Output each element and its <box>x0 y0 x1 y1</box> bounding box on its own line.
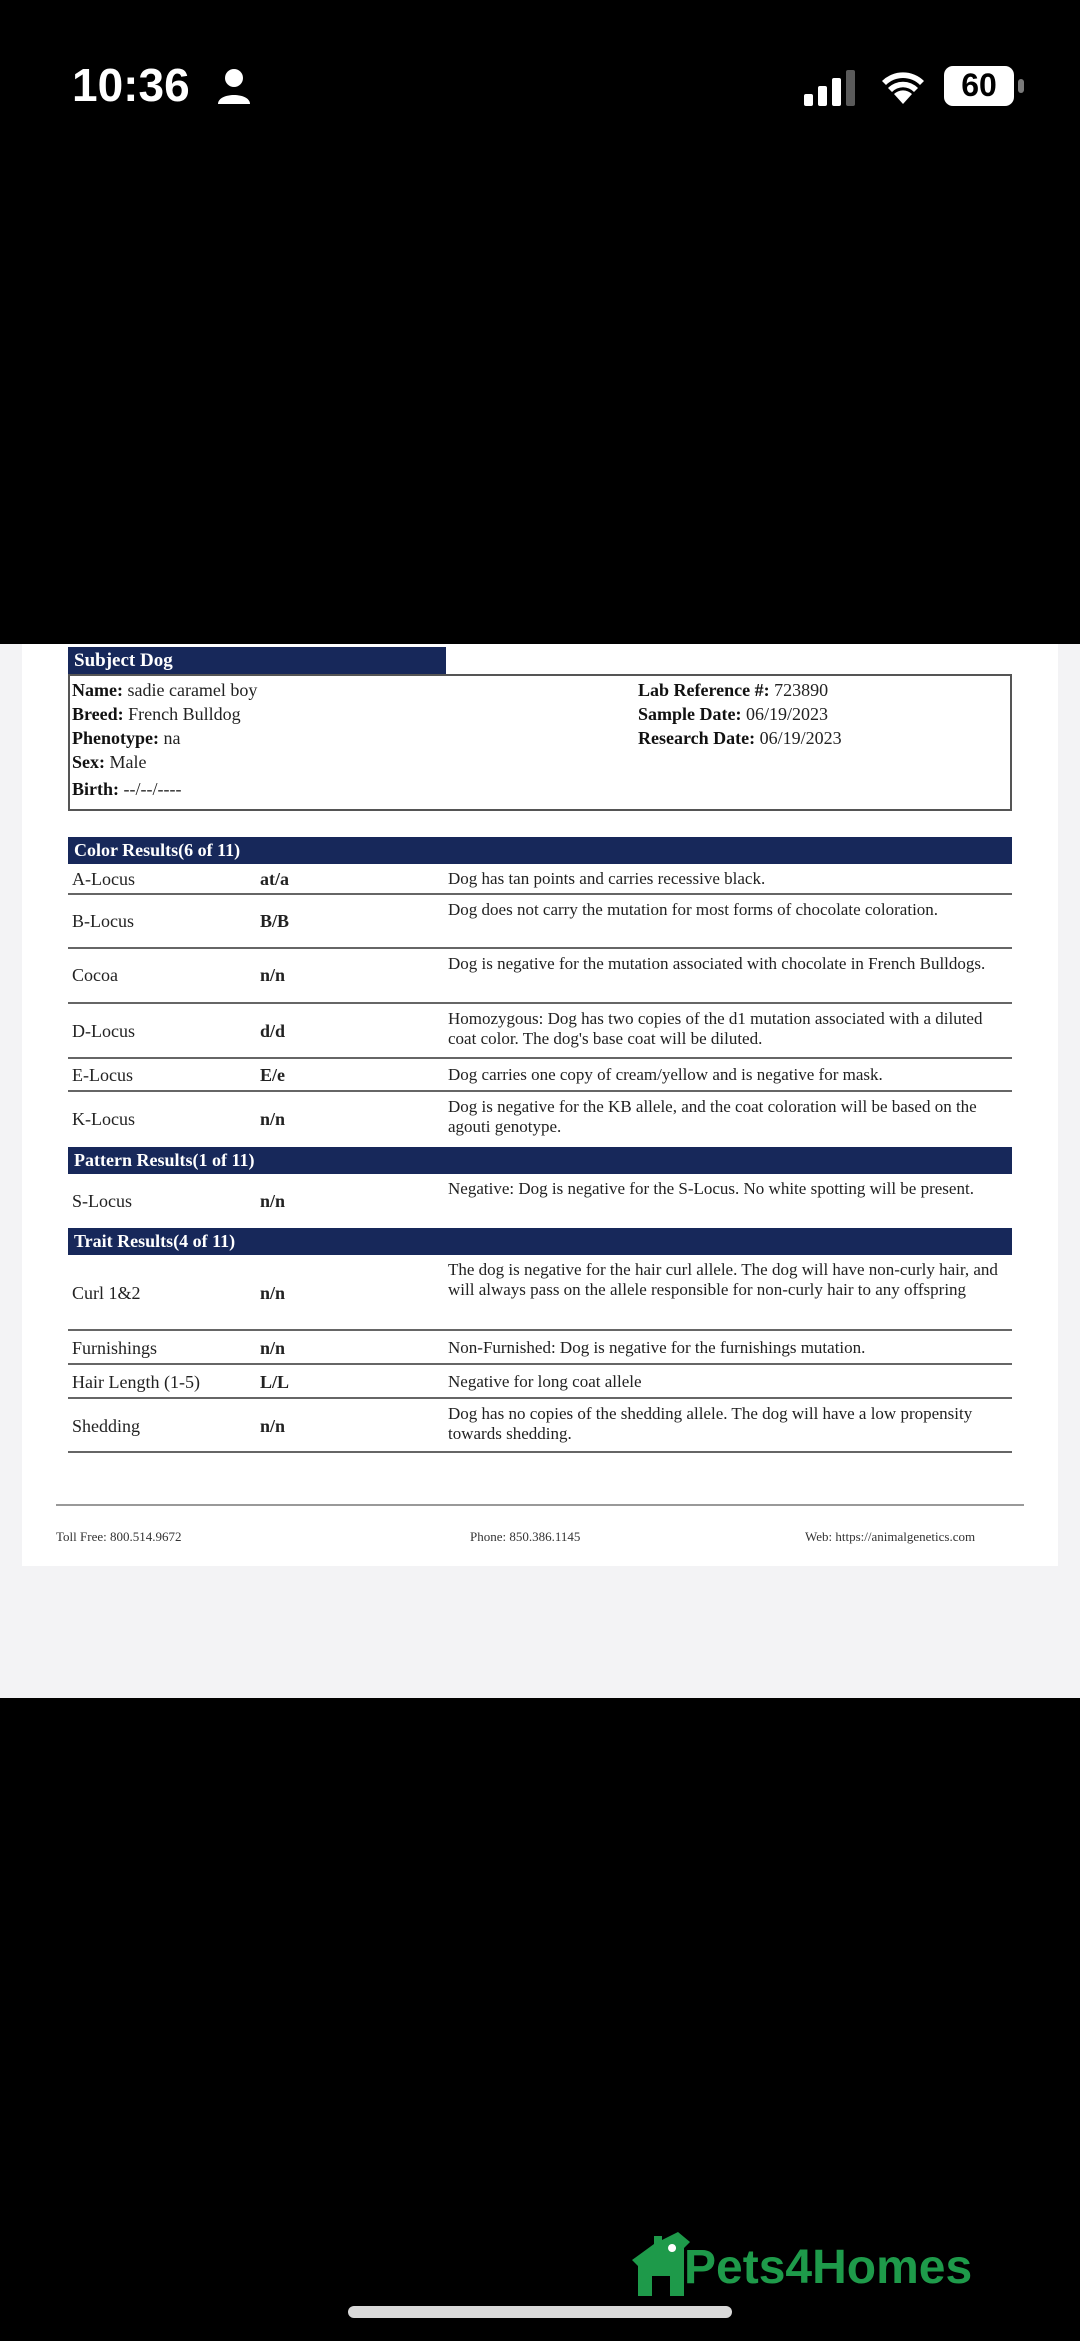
table-row: E-Locus E/e Dog carries one copy of cream/yellow and is negative for mask. <box>68 1059 1012 1092</box>
table-row: D-Locus d/d Homozygous: Dog has two copies of the d1 mutation associated with a diluted coat color. The dog's base coat will be diluted. <box>68 1004 1012 1059</box>
watermark-text: Pets4Homes <box>684 2241 973 2294</box>
subject-birth: Birth: --/--/---- <box>72 779 182 799</box>
table-row: Curl 1&2 n/n The dog is negative for the hair curl allele. The dog will have non-curly hair, and will always pass on the allele responsible for non-curly hair to any offspring <box>68 1255 1012 1331</box>
table-row: Furnishings n/n Non-Furnished: Dog is negative for the furnishings mutation. <box>68 1331 1012 1365</box>
pattern-results-header: Pattern Results(1 of 11) <box>68 1147 1012 1174</box>
subject-breed: Breed: French Bulldog <box>72 704 241 724</box>
subject-dog-header: Subject Dog <box>68 647 446 674</box>
sample-date: Sample Date: 06/19/2023 <box>638 704 828 724</box>
battery-level: 60 <box>961 67 997 103</box>
status-bar <box>0 0 1080 170</box>
table-row: Shedding n/n Dog has no copies of the shedding allele. The dog will have a low propensity towards shedding. <box>68 1399 1012 1453</box>
status-time: 10:36 <box>72 59 190 111</box>
research-date: Research Date: 06/19/2023 <box>638 728 842 748</box>
subject-phenotype: Phenotype: na <box>72 728 181 748</box>
cellular-signal-icon <box>804 70 860 106</box>
lab-reference: Lab Reference #: 723890 <box>638 680 829 700</box>
footer-phone: Phone: 850.386.1145 <box>470 1529 581 1544</box>
person-icon <box>214 66 254 106</box>
table-row: S-Locus n/n Negative: Dog is negative for the S-Locus. No white spotting will be present. <box>72 1179 974 1211</box>
table-row: K-Locus n/n Dog is negative for the KB allele, and the coat coloration will be based on the agouti genotype. <box>72 1097 977 1136</box>
color-results-header: Color Results(6 of 11) <box>68 837 1012 864</box>
footer-toll-free: Toll Free: 800.514.9672 <box>56 1529 182 1544</box>
subject-name: Name: sadie caramel boy <box>72 680 258 700</box>
footer-web-link[interactable]: Web: https://animalgenetics.com <box>805 1529 976 1544</box>
subject-info-box <box>68 674 1012 811</box>
table-row: B-Locus B/B Dog does not carry the mutation for most forms of chocolate coloration. <box>68 895 1012 949</box>
subject-sex: Sex: Male <box>72 752 147 772</box>
trait-results-header: Trait Results(4 of 11) <box>68 1228 1012 1255</box>
home-indicator[interactable] <box>348 2306 732 2318</box>
table-row: Hair Length (1-5) L/L Negative for long coat allele <box>68 1365 1012 1399</box>
wifi-icon <box>880 66 926 106</box>
table-row: A-Locus at/a Dog has tan points and carries recessive black. <box>68 864 1012 895</box>
table-row: Cocoa n/n Dog is negative for the mutation associated with chocolate in French Bulldogs. <box>68 949 1012 1004</box>
footer-divider <box>56 1504 1024 1506</box>
